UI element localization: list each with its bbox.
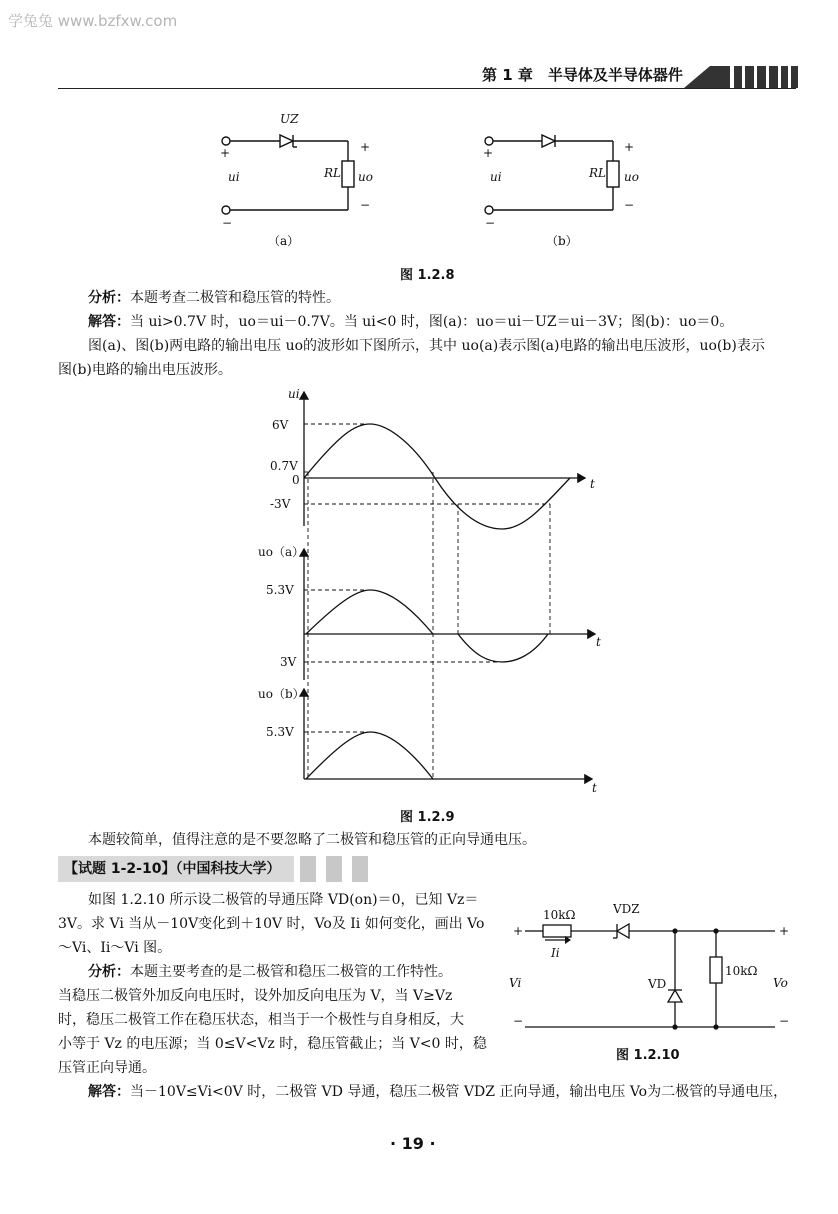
axis-label-uoa: uo（a） xyxy=(258,545,305,559)
label-rl-b: RL xyxy=(589,166,607,180)
figure-1-2-9 xyxy=(240,384,620,804)
figure-1-2-8-caption: 图 1.2.8 xyxy=(400,268,455,283)
analysis-2-line-4: 小等于 Vz 的电压源；当 0≤V<Vz 时，稳压管截止；当 V<0 时，稳 xyxy=(58,1036,487,1052)
waveform-ui xyxy=(304,424,570,529)
label-resistor-1: 10kΩ xyxy=(543,908,576,922)
label-uo-b: uo xyxy=(624,170,639,184)
figure-1-2-10-caption: 图 1.2.10 xyxy=(616,1048,680,1063)
analysis-2-line-3: 时，稳压二极管工作在稳压状态，相当于一个极性与自身相反，大 xyxy=(58,1012,464,1028)
label-ui-a: ui xyxy=(228,170,240,184)
para-1-line-2: 图(b)电路的输出电压波形。 xyxy=(58,362,232,378)
waveform-uob xyxy=(306,732,433,779)
tick-0-7v: 0.7V xyxy=(270,459,298,473)
waveform-uoa-positive xyxy=(306,590,433,634)
tick-0: 0 xyxy=(292,473,300,487)
svg-text:+: + xyxy=(624,140,635,154)
axis-label-ui: ui xyxy=(288,387,300,401)
answer-2-label: 解答： xyxy=(88,1084,130,1100)
svg-text:+: + xyxy=(513,924,524,938)
svg-text:−: − xyxy=(360,198,371,212)
note-paragraph: 本题较简单，值得注意的是不要忽略了二极管和稳压管的正向导通电压。 xyxy=(88,832,536,848)
svg-text:−: − xyxy=(222,216,233,230)
banner-decoration-1 xyxy=(300,856,316,882)
label-ui-b: ui xyxy=(490,170,502,184)
analysis-1-label: 分析： xyxy=(88,290,130,306)
svg-text:−: − xyxy=(485,216,496,230)
answer-1 xyxy=(88,312,733,332)
banner-decoration-3 xyxy=(352,856,368,882)
svg-text:−: − xyxy=(513,1014,524,1028)
label-ii: Ii xyxy=(551,946,560,960)
problem-line-3: ～Vi、Ii～Vi 图。 xyxy=(58,940,172,956)
answer-1-text: 当 ui>0.7V 时，uo＝ui－0.7V。当 ui<0 时，图(a)：uo＝ui－UZ＝ui－3V；图(b)：uo＝0。 xyxy=(130,314,734,330)
answer-2-text: 当－10V≤Vi<0V 时，二极管 VD 导通，稳压二极管 VDZ 正向导通，输出电压 Vo为二极管的导通电压， xyxy=(130,1084,788,1100)
problem-line-2: 3V。求 Vi 当从－10V变化到＋10V 时，Vo及 Ii 如何变化，画出 Vo xyxy=(58,916,485,932)
label-resistor-2: 10kΩ xyxy=(725,964,758,978)
svg-text:+: + xyxy=(220,146,231,160)
header-rule xyxy=(58,88,796,89)
subcaption-b: （b） xyxy=(546,234,578,248)
watermark: 学兔兔 www.bzfxw.com xyxy=(8,12,178,30)
banner-decoration-2 xyxy=(326,856,342,882)
tick-uoa-3v: 3V xyxy=(280,655,297,669)
analysis-2-line-1 xyxy=(88,962,452,982)
svg-text:+: + xyxy=(483,146,494,160)
chapter-header: 第 1 章 半导体及半导体器件 xyxy=(482,66,683,84)
analysis-1-text: 本题考查二极管和稳压管的特性。 xyxy=(130,290,340,306)
axis-label-uob: uo（b） xyxy=(258,687,305,701)
tick-uoa-5-3v: 5.3V xyxy=(266,583,294,597)
axis-t-2: t xyxy=(596,635,601,649)
problem-title: 【试题 1-2-10】（中国科技大学） xyxy=(58,856,294,882)
analysis-2-label: 分析： xyxy=(88,964,130,980)
figure-1-2-8 xyxy=(200,105,660,255)
subcaption-a: （a） xyxy=(268,234,300,248)
figure-1-2-10 xyxy=(505,895,795,1045)
svg-text:+: + xyxy=(779,924,790,938)
axis-t-3: t xyxy=(592,781,597,795)
label-uo-a: uo xyxy=(358,170,373,184)
label-rl-a: RL xyxy=(324,166,342,180)
tick-6v: 6V xyxy=(272,418,289,432)
analysis-1 xyxy=(88,288,340,308)
problem-line-1: 如图 1.2.10 所示设二极管的导通压降 VD(on)＝0，已知 Vz＝ xyxy=(88,892,479,908)
svg-text:−: − xyxy=(624,198,635,212)
answer-2 xyxy=(88,1082,787,1102)
figure-1-2-9-caption: 图 1.2.9 xyxy=(400,810,455,825)
waveform-uoa-negative xyxy=(458,634,548,662)
label-uz-a: UZ xyxy=(280,112,299,126)
page-number: · 19 · xyxy=(390,1134,436,1153)
label-vdz: VDZ xyxy=(613,902,640,916)
svg-text:−: − xyxy=(779,1014,790,1028)
label-vd: VD xyxy=(648,977,667,991)
analysis-2-line-2: 当稳压二极管外加反向电压时，设外加反向电压为 V，当 V≥Vz xyxy=(58,988,453,1004)
answer-1-label: 解答： xyxy=(88,314,130,330)
label-vo: Vo xyxy=(773,976,788,990)
header-decoration xyxy=(670,64,798,90)
analysis-2-line-5: 压管正向导通。 xyxy=(58,1060,156,1076)
para-1-line-1: 图(a)、图(b)两电路的输出电压 uo的波形如下图所示，其中 uo(a)表示图(a)电路的输出电压波形，uo(b)表示 xyxy=(88,338,765,354)
tick-neg-3v: -3V xyxy=(270,497,291,511)
axis-t-1: t xyxy=(590,477,595,491)
label-vi: Vi xyxy=(509,976,522,990)
tick-uob-5-3v: 5.3V xyxy=(266,725,294,739)
svg-text:+: + xyxy=(360,140,371,154)
analysis-2-text: 本题主要考查的是二极管和稳压二极管的工作特性。 xyxy=(130,964,452,980)
